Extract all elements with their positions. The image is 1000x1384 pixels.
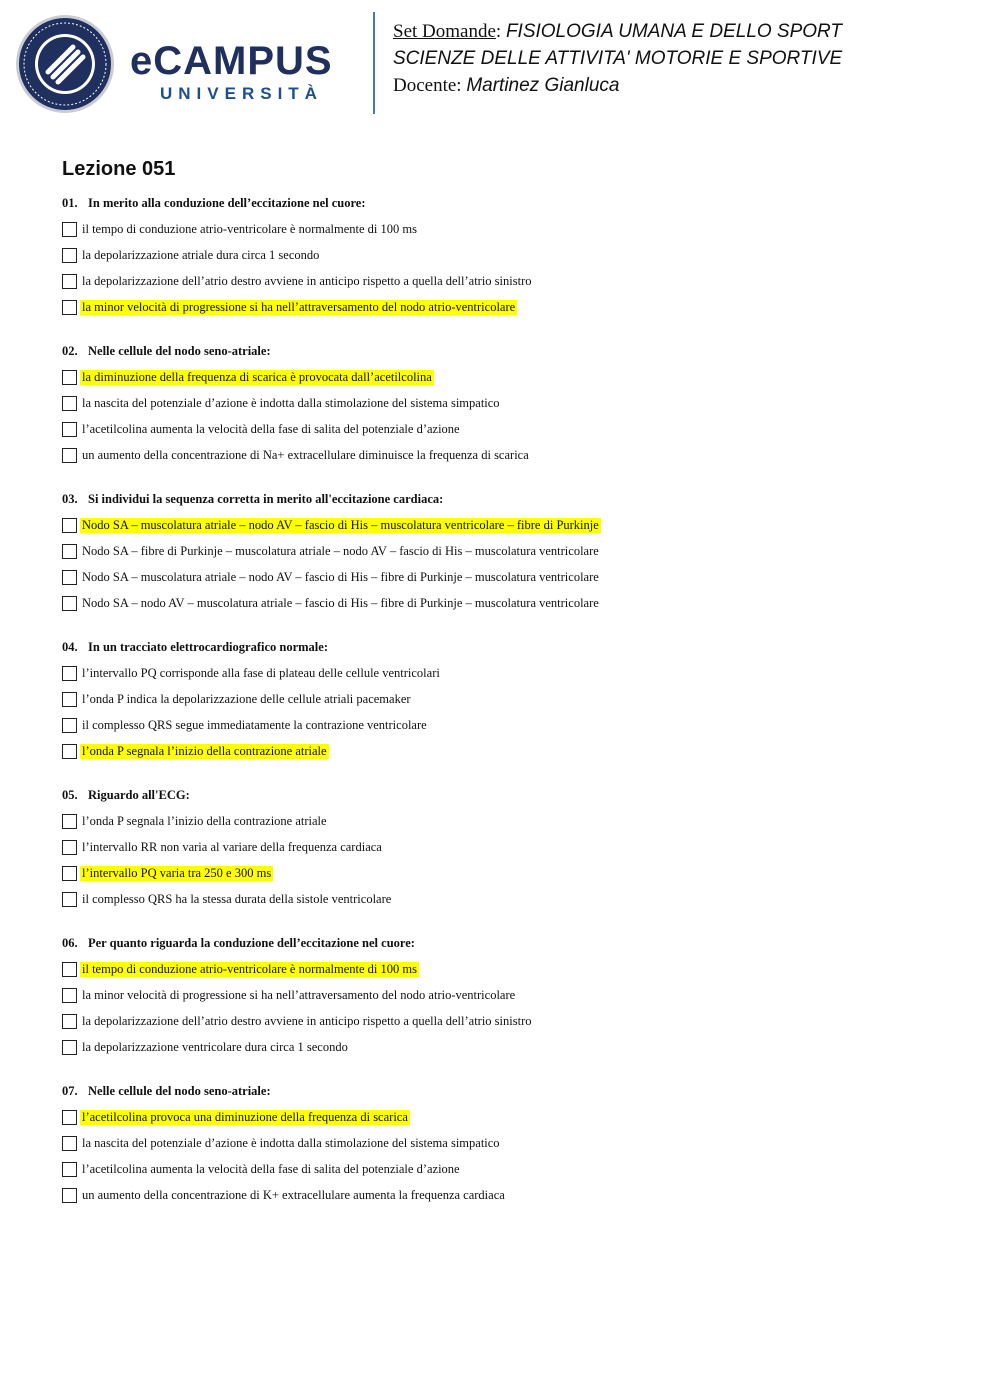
answer-option[interactable]: [62, 268, 962, 294]
answer-checkbox[interactable]: [62, 1014, 77, 1029]
answer-checkbox[interactable]: [62, 1040, 77, 1055]
answer-option[interactable]: [62, 294, 962, 320]
answer-text: il complesso QRS segue immediatamente la contrazione ventricolare: [82, 717, 427, 732]
answer-checkbox[interactable]: [62, 1136, 77, 1151]
answer-checkbox[interactable]: [62, 248, 77, 263]
answer-checkbox[interactable]: [62, 518, 77, 533]
correct-answer-text: il tempo di conduzione atrio-ventricolare è normalmente di 100 ms: [82, 961, 417, 976]
answer-text: Nodo SA – fibre di Purkinje – muscolatura atriale – nodo AV – fascio di His – muscolatura ventricolare: [82, 543, 599, 558]
answer-text: la nascita del potenziale d’azione è indotta dalla stimolazione del sistema simpatico: [82, 1135, 500, 1150]
answer-text: l’intervallo PQ corrisponde alla fase di plateau delle cellule ventricolari: [82, 665, 440, 680]
course-title: FISIOLOGIA UMANA E DELLO SPORT: [505, 21, 843, 42]
answer-checkbox[interactable]: [62, 840, 77, 855]
question-number: 07.: [62, 1084, 78, 1098]
answer-checkbox[interactable]: [62, 370, 77, 385]
answer-checkbox[interactable]: [62, 596, 77, 611]
question-text: In merito alla conduzione dell’eccitazione nel cuore:: [88, 196, 366, 210]
answer-text: la minor velocità di progressione si ha nell’attraversamento del nodo atrio-ventricolare: [82, 987, 516, 1002]
correct-answer-text: l’intervallo PQ varia tra 250 e 300 ms: [82, 865, 272, 880]
answer-checkbox[interactable]: [62, 448, 77, 463]
answer-checkbox[interactable]: [62, 422, 77, 437]
answer-option[interactable]: [62, 242, 962, 268]
answer-text: l’onda P segnala l’inizio della contrazione atriale: [82, 813, 327, 828]
correct-answer-text: Nodo SA – muscolatura atriale – nodo AV – fascio di His – muscolatura ventricolare – fibre di Purkinje: [82, 517, 599, 532]
question-block: [62, 782, 962, 926]
question-text: Nelle cellule del nodo seno-atriale:: [88, 344, 271, 358]
ecampus-logo: [130, 38, 360, 108]
answer-text: Nodo SA – nodo AV – muscolatura atriale – fascio di His – fibre di Purkinje – muscolatura ventricolare: [82, 595, 599, 610]
answer-checkbox[interactable]: [62, 1188, 77, 1203]
answer-option[interactable]: [62, 660, 962, 686]
question-title: [62, 190, 962, 216]
question-title: [62, 338, 962, 364]
answer-option[interactable]: [62, 982, 962, 1008]
answer-option[interactable]: [62, 834, 962, 860]
teacher-line: [393, 72, 993, 99]
question-spacer: [62, 1060, 962, 1074]
answer-text: l’onda P indica la depolarizzazione delle cellule atriali pacemaker: [82, 691, 411, 706]
answer-option[interactable]: [62, 712, 962, 738]
question-block: [62, 190, 962, 334]
correct-answer-text: l’onda P segnala l’inizio della contrazione atriale: [82, 743, 327, 758]
question-block: [62, 634, 962, 778]
answer-checkbox[interactable]: [62, 866, 77, 881]
answer-checkbox[interactable]: [62, 892, 77, 907]
teacher-name: Martinez Gianluca: [466, 75, 620, 96]
answer-checkbox[interactable]: [62, 988, 77, 1003]
question-text: Per quanto riguarda la conduzione dell’eccitazione nel cuore:: [88, 936, 415, 950]
page-header: [0, 0, 1000, 130]
answer-checkbox[interactable]: [62, 692, 77, 707]
answer-checkbox[interactable]: [62, 300, 77, 315]
answer-option[interactable]: [62, 216, 962, 242]
lesson-title: Lezione 051: [62, 158, 176, 180]
logo-subtitle-text: UNIVERSITÀ: [160, 84, 323, 103]
answer-checkbox[interactable]: [62, 666, 77, 681]
answer-option[interactable]: [62, 1156, 962, 1182]
university-seal-icon: [15, 14, 115, 114]
answer-text: l’intervallo RR non varia al variare della frequenza cardiaca: [82, 839, 382, 854]
question-list: [62, 190, 962, 1222]
answer-option[interactable]: [62, 364, 962, 390]
question-block: [62, 338, 962, 482]
question-title: [62, 634, 962, 660]
answer-option[interactable]: [62, 956, 962, 982]
question-text: In un tracciato elettrocardiografico normale:: [88, 640, 328, 654]
answer-option[interactable]: [62, 1008, 962, 1034]
answer-text: la nascita del potenziale d’azione è indotta dalla stimolazione del sistema simpatico: [82, 395, 500, 410]
answer-option[interactable]: [62, 860, 962, 886]
question-text: Riguardo all'ECG:: [88, 788, 190, 802]
answer-option[interactable]: [62, 1034, 962, 1060]
question-set: [62, 152, 962, 1222]
question-text: Si individui la sequenza corretta in merito all'eccitazione cardiaca:: [88, 492, 444, 506]
answer-option[interactable]: [62, 738, 962, 764]
answer-text: Nodo SA – muscolatura atriale – nodo AV – fascio di His – fibre di Purkinje – muscolatura ventricolare: [82, 569, 599, 584]
answer-checkbox[interactable]: [62, 396, 77, 411]
question-title: [62, 782, 962, 808]
answer-option[interactable]: [62, 564, 962, 590]
answer-checkbox[interactable]: [62, 222, 77, 237]
question-spacer: [62, 468, 962, 482]
answer-text: il tempo di conduzione atrio-ventricolare è normalmente di 100 ms: [82, 221, 417, 236]
answer-checkbox[interactable]: [62, 1162, 77, 1177]
answer-text: un aumento della concentrazione di Na+ extracellulare diminuisce la frequenza di scarica: [82, 447, 529, 462]
answer-option[interactable]: [62, 442, 962, 468]
answer-option[interactable]: [62, 686, 962, 712]
correct-answer-text: la minor velocità di progressione si ha nell’attraversamento del nodo atrio-ventricolare: [82, 299, 516, 314]
answer-option[interactable]: [62, 1104, 962, 1130]
teacher-label: Docente:: [393, 75, 462, 96]
question-text: Nelle cellule del nodo seno-atriale:: [88, 1084, 271, 1098]
answer-text: la depolarizzazione ventricolare dura circa 1 secondo: [82, 1039, 348, 1054]
question-block: [62, 486, 962, 630]
answer-option[interactable]: [62, 886, 962, 912]
header-divider: [373, 12, 375, 114]
answer-text: l’acetilcolina aumenta la velocità della fase di salita del potenziale d’azione: [82, 1161, 460, 1176]
answer-checkbox[interactable]: [62, 718, 77, 733]
degree-title: SCIENZE DELLE ATTIVITA' MOTORIE E SPORTIVE: [393, 48, 843, 69]
question-title: [62, 1078, 962, 1104]
correct-answer-text: la diminuzione della frequenza di scarica è provocata dall’acetilcolina: [82, 369, 432, 384]
question-number: 01.: [62, 196, 78, 210]
answer-option[interactable]: [62, 1182, 962, 1208]
question-number: 05.: [62, 788, 78, 802]
question-title: [62, 930, 962, 956]
question-block: [62, 930, 962, 1074]
question-spacer: [62, 1208, 962, 1222]
answer-checkbox[interactable]: [62, 744, 77, 759]
question-number: 06.: [62, 936, 78, 950]
answer-text: la depolarizzazione dell’atrio destro avviene in anticipo rispetto a quella dell’atrio sinistro: [82, 1013, 532, 1028]
question-spacer: [62, 616, 962, 630]
answer-text: l’acetilcolina aumenta la velocità della fase di salita del potenziale d’azione: [82, 421, 460, 436]
answer-option[interactable]: [62, 538, 962, 564]
logo-brand-text: eCAMPUS: [130, 39, 333, 83]
answer-text: un aumento della concentrazione di K+ extracellulare aumenta la frequenza cardiaca: [82, 1187, 505, 1202]
question-block: [62, 1078, 962, 1222]
answer-checkbox[interactable]: [62, 544, 77, 559]
answer-checkbox[interactable]: [62, 962, 77, 977]
answer-option[interactable]: [62, 808, 962, 834]
question-number: 02.: [62, 344, 78, 358]
answer-option[interactable]: [62, 512, 962, 538]
question-number: 03.: [62, 492, 78, 506]
answer-checkbox[interactable]: [62, 814, 77, 829]
answer-checkbox[interactable]: [62, 1110, 77, 1125]
answer-checkbox[interactable]: [62, 570, 77, 585]
question-spacer: [62, 912, 962, 926]
set-label: Set Domande: [393, 21, 496, 42]
answer-option[interactable]: [62, 590, 962, 616]
degree-line: [393, 45, 993, 72]
course-line: [393, 18, 993, 45]
answer-option[interactable]: [62, 1130, 962, 1156]
answer-checkbox[interactable]: [62, 274, 77, 289]
answer-text: la depolarizzazione dell’atrio destro avviene in anticipo rispetto a quella dell’atrio sinistro: [82, 273, 532, 288]
answer-option[interactable]: [62, 416, 962, 442]
answer-text: la depolarizzazione atriale dura circa 1 secondo: [82, 247, 320, 262]
question-spacer: [62, 320, 962, 334]
question-number: 04.: [62, 640, 78, 654]
header-info: [393, 18, 993, 99]
set-colon: :: [495, 21, 502, 42]
correct-answer-text: l’acetilcolina provoca una diminuzione della frequenza di scarica: [82, 1109, 408, 1124]
question-title: [62, 486, 962, 512]
answer-option[interactable]: [62, 390, 962, 416]
answer-text: il complesso QRS ha la stessa durata della sistole ventricolare: [82, 891, 392, 906]
question-spacer: [62, 764, 962, 778]
